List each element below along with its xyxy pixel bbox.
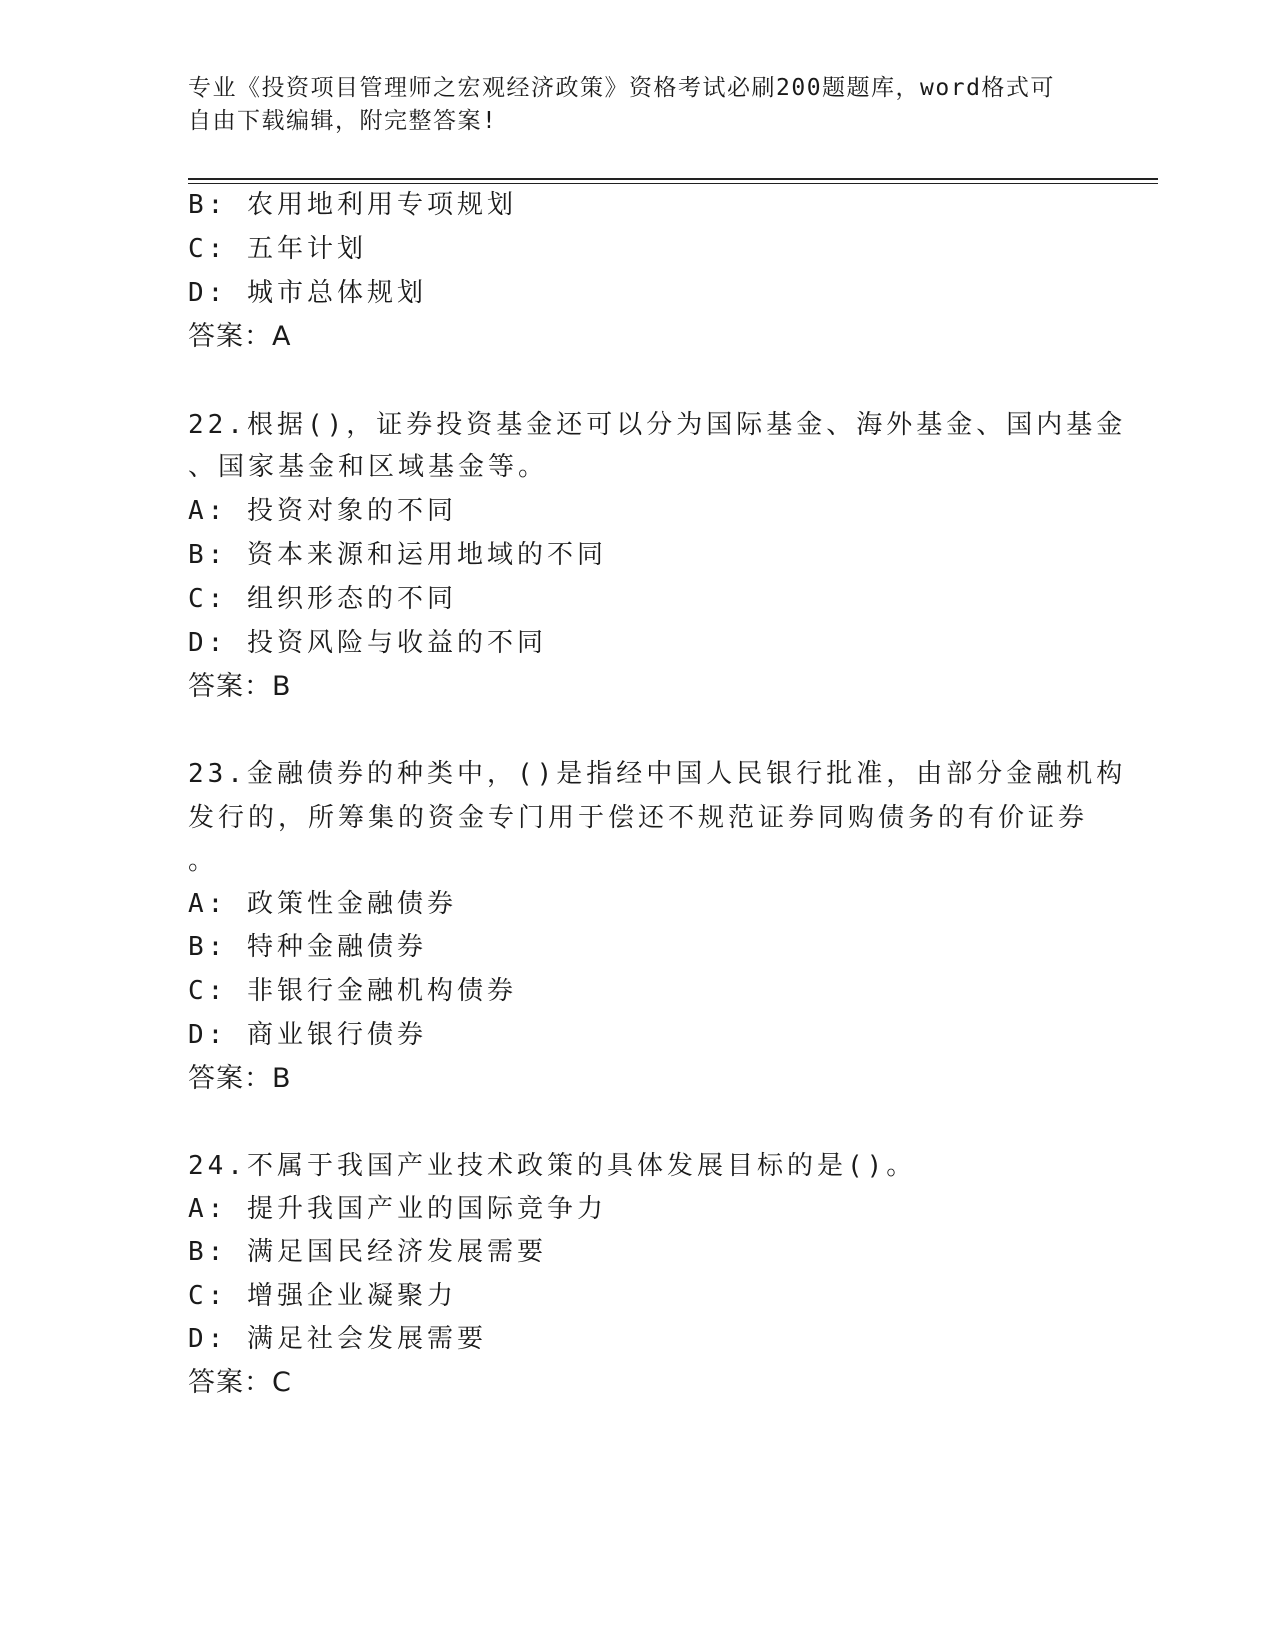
q22-answer: 答案：B	[188, 671, 292, 702]
q24-stem-line-1: 24.不属于我国产业技术政策的具体发展目标的是()。	[188, 1151, 917, 1181]
q23-stem-line-2: 发行的，所筹集的资金专门用于偿还不规范证券同购债务的有价证券	[188, 803, 1089, 833]
q22-option-b: B: 资本来源和运用地域的不同	[188, 540, 607, 570]
header-divider	[188, 178, 1158, 184]
q24-option-a: A: 提升我国产业的国际竞争力	[188, 1194, 607, 1224]
document-header	[188, 72, 1068, 138]
q24-option-d: D: 满足社会发展需要	[188, 1324, 487, 1354]
q21-answer: 答案：A	[188, 321, 292, 352]
q22-option-c: C: 组织形态的不同	[188, 584, 457, 614]
q23-option-c: C: 非银行金融机构债券	[188, 976, 517, 1006]
q22-option-a: A: 投资对象的不同	[188, 496, 457, 526]
q23-stem-line-1: 23.金融债券的种类中，()是指经中国人民银行批准，由部分金融机构	[188, 759, 1127, 789]
q21-option-c: C: 五年计划	[188, 234, 367, 264]
q21-option-b: B: 农用地利用专项规划	[188, 190, 517, 220]
q23-answer: 答案：B	[188, 1063, 292, 1094]
q23-option-a: A: 政策性金融债券	[188, 889, 457, 919]
q21-option-d: D: 城市总体规划	[188, 278, 427, 308]
q24-option-c: C: 增强企业凝聚力	[188, 1281, 457, 1311]
q24-option-b: B: 满足国民经济发展需要	[188, 1237, 547, 1267]
q23-option-b: B: 特种金融债券	[188, 932, 427, 962]
q22-stem-line-2: 、国家基金和区域基金等。	[188, 452, 549, 482]
q23-stem-line-3: 。	[188, 846, 219, 876]
header-line-2: 自由下载编辑，附完整答案!	[188, 108, 498, 134]
q24-answer: 答案：C	[188, 1367, 292, 1398]
header-line-1: 专业《投资项目管理师之宏观经济政策》资格考试必刷200题题库，word格式可	[188, 75, 1055, 101]
q23-option-d: D: 商业银行债券	[188, 1020, 427, 1050]
q22-option-d: D: 投资风险与收益的不同	[188, 628, 547, 658]
q22-stem-line-1: 22.根据()，证券投资基金还可以分为国际基金、海外基金、国内基金	[188, 410, 1127, 440]
